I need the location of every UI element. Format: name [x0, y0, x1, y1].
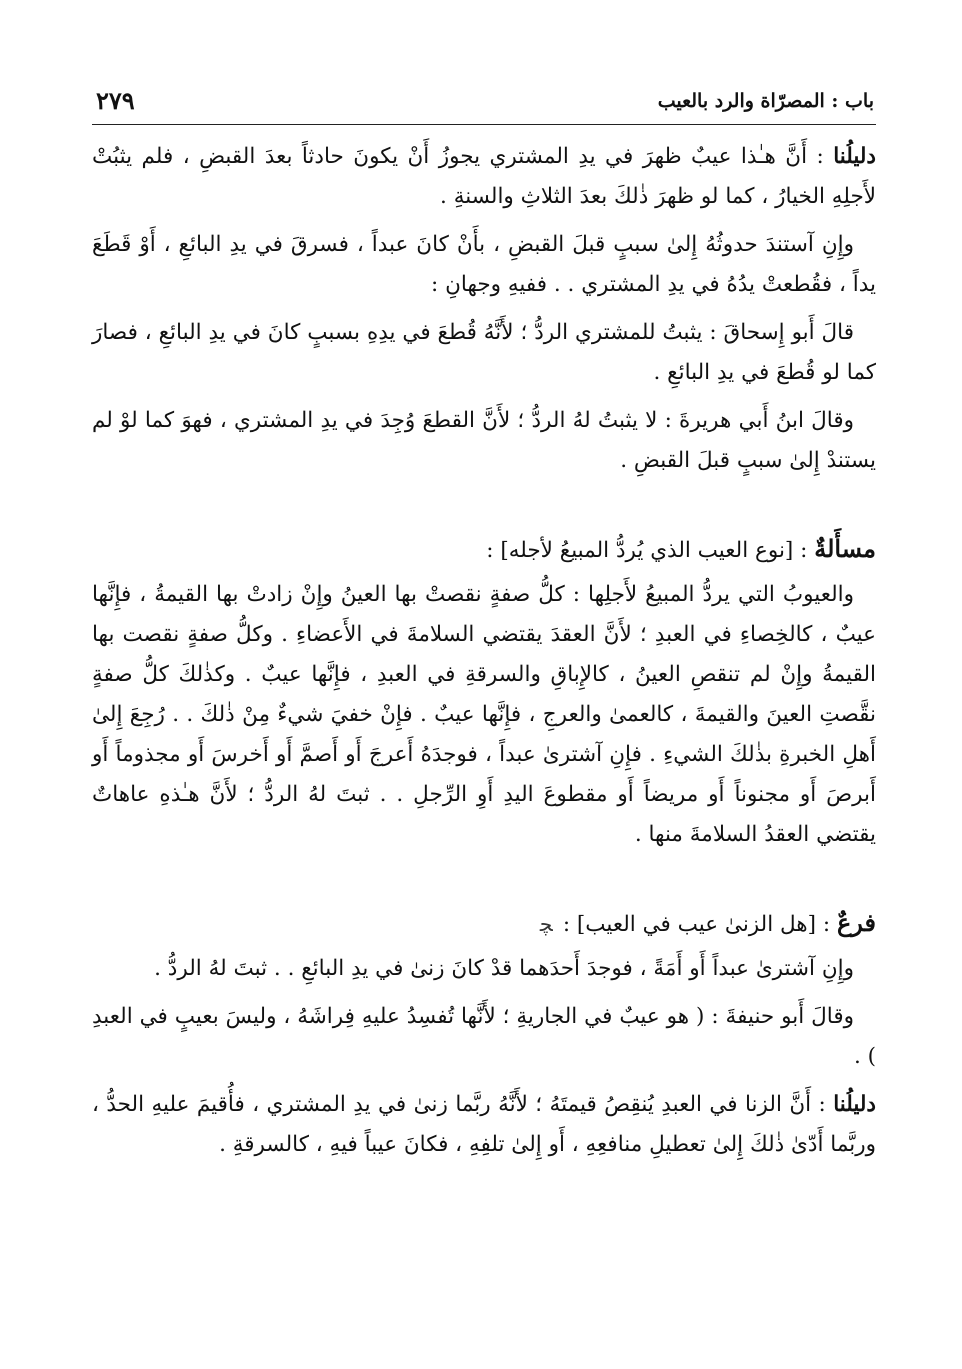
paragraph-1	[92, 137, 876, 217]
paragraph-defects	[92, 575, 876, 855]
paragraph-text: والعيوبُ التي يردُّ المبيعُ لأَجلِها : كلُّ صفةٍ نقصتْ بها العينُ وإِنْ زادتْ بها القيمةُ ، فإِنَّها عيبٌ ، كالخِصاءِ في العبدِ ؛ لأَنَّ العقدَ يقتضي السلامةَ في الأَعضاءِ . وكلُّ صفةٍ نقصت بها القيمةُ وإِنْ لم تنقصِ العينُ ، كالإِباقِ والسرقةِ في العبدِ ، فإِنَّها عيبٌ . وكذٰلكَ كلُّ صفةٍ نقَّصتِ العينَ والقيمةَ ، كالعمىٰ والعرجِ ، فإِنَّها عيبٌ . فإِنْ خفيَ شيءٌ مِنْ ذٰلكَ . . رُجِعَ إِلىٰ أَهلِ الخبرةِ بذٰلكَ الشيءِ . فإِنِ آشترىٰ عبداً ، فوجدَهُ أَعرجَ أَو أَصمَّ أَو أَخرسَ أَو مجذوماً أَو أَبرصَ أَو مجنوناً أَو مريضاً أَو مقطوعَ اليدِ أَوِ الرِّجلِ . . ثبتَ لهُ الردُّ ؛ لأَنَّ هـٰذهِ عاهاتٌ يقتضي العقدُ السلامةَ منها .	[92, 582, 876, 847]
paragraph-6	[92, 997, 876, 1077]
page-body	[92, 137, 876, 1165]
paragraph-2	[92, 225, 876, 305]
section-title: : [هل الزنىٰ عيب في العيب] :	[562, 912, 837, 937]
paragraph-text: قالَ أَبو إِسحاقَ : يثبتُ للمشتري الردُّ ؛ لأَنَّهُ قُطعَ في يدِهِ بسببٍ كانَ في يدِ البائعِ ، فصارَ كما لو قُطعَ في يدِ البائعِ .	[92, 320, 876, 385]
paragraph-text: وقالَ أَبو حنيفةَ : ( هو عيبٌ في الجاريةِ ؛ لأَنَّها تُفسِدُ عليهِ فِراشَهُ ، وليسَ بعيبٍ في العبدِ ) .	[92, 1004, 876, 1069]
section-title: : [نوع العيب الذي يُردُّ المبيعُ لأجله] :	[486, 538, 815, 563]
section-heading-masala	[92, 529, 876, 571]
paragraph-text: : أَنَّ الزنا في العبدِ يُنقِصُ قيمتَهُ ؛ لأَنَّهُ ربَّما زنىٰ في يدِ المشتري ، فأُقيمَ عليهِ الحدُّ ، وربَّما أَدّىٰ ذٰلكَ إِلىٰ تعطيلِ منافعِهِ ، أَو إِلىٰ تلفِهِ ، فكانَ عيباً فيهِ ، كالسرقةِ .	[92, 1092, 876, 1157]
section-label: فرعٌ	[836, 908, 876, 937]
section-heading-far	[92, 903, 876, 945]
paragraph-7	[92, 1085, 876, 1165]
paragraph-lead: دليلُنا	[833, 144, 876, 169]
running-head: باب : المصرّاة والرد بالعيب	[657, 90, 874, 112]
paragraph-text: وإِنِ آستندَ حدوثُهُ إِلىٰ سببٍ قبلَ القبضِ ، بأَنْ كانَ عبداً ، فسرقَ في يدِ البائعِ ، أَوْ قَطَعَ يداً ، فقُطعتْ يدُهُ في يدِ المشتري . . ففيهِ وجهانِ :	[92, 232, 876, 297]
paragraph-3	[92, 313, 876, 393]
handwritten-mark: ﭽ	[539, 912, 553, 936]
document-page	[92, 84, 876, 1173]
paragraph-lead: دليلُنا	[833, 1092, 876, 1117]
paragraph-text: وقالَ ابنُ أَبي هريرةَ : لا يثبتُ لهُ الردُّ ؛ لأَنَّ القطعَ وُجِدَ في يدِ المشتري ، فهوَ كما لوْ لم يستندْ إِلىٰ سببٍ قبلَ القبضِ .	[92, 408, 876, 473]
page-header	[92, 84, 876, 125]
paragraph-4	[92, 401, 876, 481]
paragraph-text: : أَنَّ هـٰذا عيبٌ ظهرَ في يدِ المشتري يجوزُ أَنْ يكونَ حادثاً بعدَ القبضِ ، فلم يثبُتْ لأَجلِهِ الخيارُ ، كما لو ظهرَ ذٰلكَ بعدَ الثلاثِ والسنةِ .	[92, 144, 876, 209]
section-label: مسأَلةٌ	[814, 534, 876, 563]
paragraph-5	[92, 949, 876, 989]
paragraph-text: وإِنِ آشترىٰ عبداً أَو أَمَةً ، فوجدَ أَحدَهما قدْ كانَ زنىٰ في يدِ البائعِ . . ثبتَ لهُ الردُّ .	[154, 956, 854, 981]
page-number: ٢٧٩	[96, 86, 135, 115]
